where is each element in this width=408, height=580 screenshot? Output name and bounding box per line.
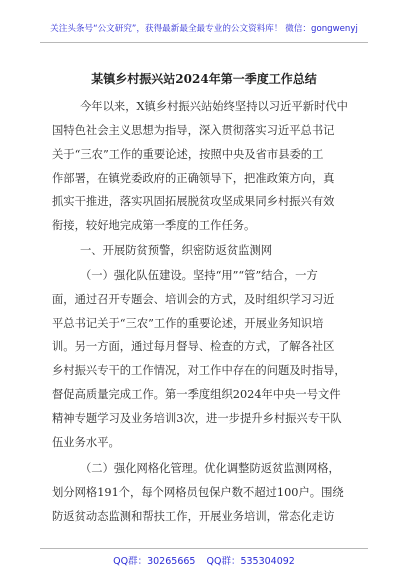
header-banner: 关注头条号“公文研究”，获得最新最全最专业的公文资料库！ 微信：gongwenyj bbox=[50, 24, 358, 34]
sub1-line-5: 乡村振兴专干的工作情况，对工作中存在的问题及时指导， bbox=[52, 364, 346, 377]
header-divider bbox=[40, 42, 368, 43]
intro-line-4: 作部署，在镇党委政府的正确领导下，把准政策方向，真 bbox=[52, 172, 335, 185]
sub1-line-1: （一）强化队伍建设。坚持“用”“管”结合，一方 bbox=[80, 269, 318, 282]
intro-line-5: 抓实干推进，落实巩固拓展脱贫攻坚成果同乡村振兴有效 bbox=[52, 195, 335, 208]
intro-line-6: 衔接，较好地完成第一季度的工作任务。 bbox=[52, 219, 256, 232]
document-title: 某镇乡村振兴站2024年第一季度工作总结 bbox=[91, 72, 317, 86]
sub2-line-1: （二）强化网格化管理。优化调整防返贫监测网格， bbox=[80, 462, 340, 475]
sub1-line-4: 训。另一方面，通过每月督导、检查的方式，了解各社区 bbox=[52, 340, 335, 353]
intro-line-1: 今年以来，X镇乡村振兴站始终坚持以习近平新时代中 bbox=[80, 100, 348, 113]
footer-qq-group-2: QQ群：535304092 bbox=[206, 556, 295, 567]
sub1-line-6: 督促高质量完成工作。第一季度组织2024年中央一号文件 bbox=[52, 388, 341, 401]
footer-divider bbox=[40, 548, 368, 549]
sub2-line-2: 划分网格191个，每个网格员包保户数不超过100户。围绕 bbox=[52, 486, 344, 499]
footer-qq-group-1: QQ群：30265665 bbox=[113, 556, 196, 567]
sub1-line-3: 平总书记关于“三农”工作的重要论述，开展业务知识培 bbox=[52, 317, 324, 330]
intro-line-2: 国特色社会主义思想为指导，深入贯彻落实习近平总书记 bbox=[52, 124, 335, 137]
section-heading: 一、开展防贫预警，织密防返贫监测网 bbox=[80, 244, 273, 257]
sub2-line-3: 防返贫动态监测和帮扶工作，开展业务培训，常态化走访 bbox=[52, 510, 335, 523]
intro-line-3: 关于“三农”工作的重要论述，按照中央及省市县委的工 bbox=[52, 148, 324, 161]
sub1-line-2: 面，通过召开专题会、培训会的方式，及时组织学习习近 bbox=[52, 293, 335, 306]
footer bbox=[0, 553, 408, 567]
sub1-line-7: 精神专题学习及业务培训3次，进一步提升乡村振兴专干队 bbox=[52, 412, 342, 425]
sub1-line-8: 伍业务水平。 bbox=[52, 436, 120, 449]
